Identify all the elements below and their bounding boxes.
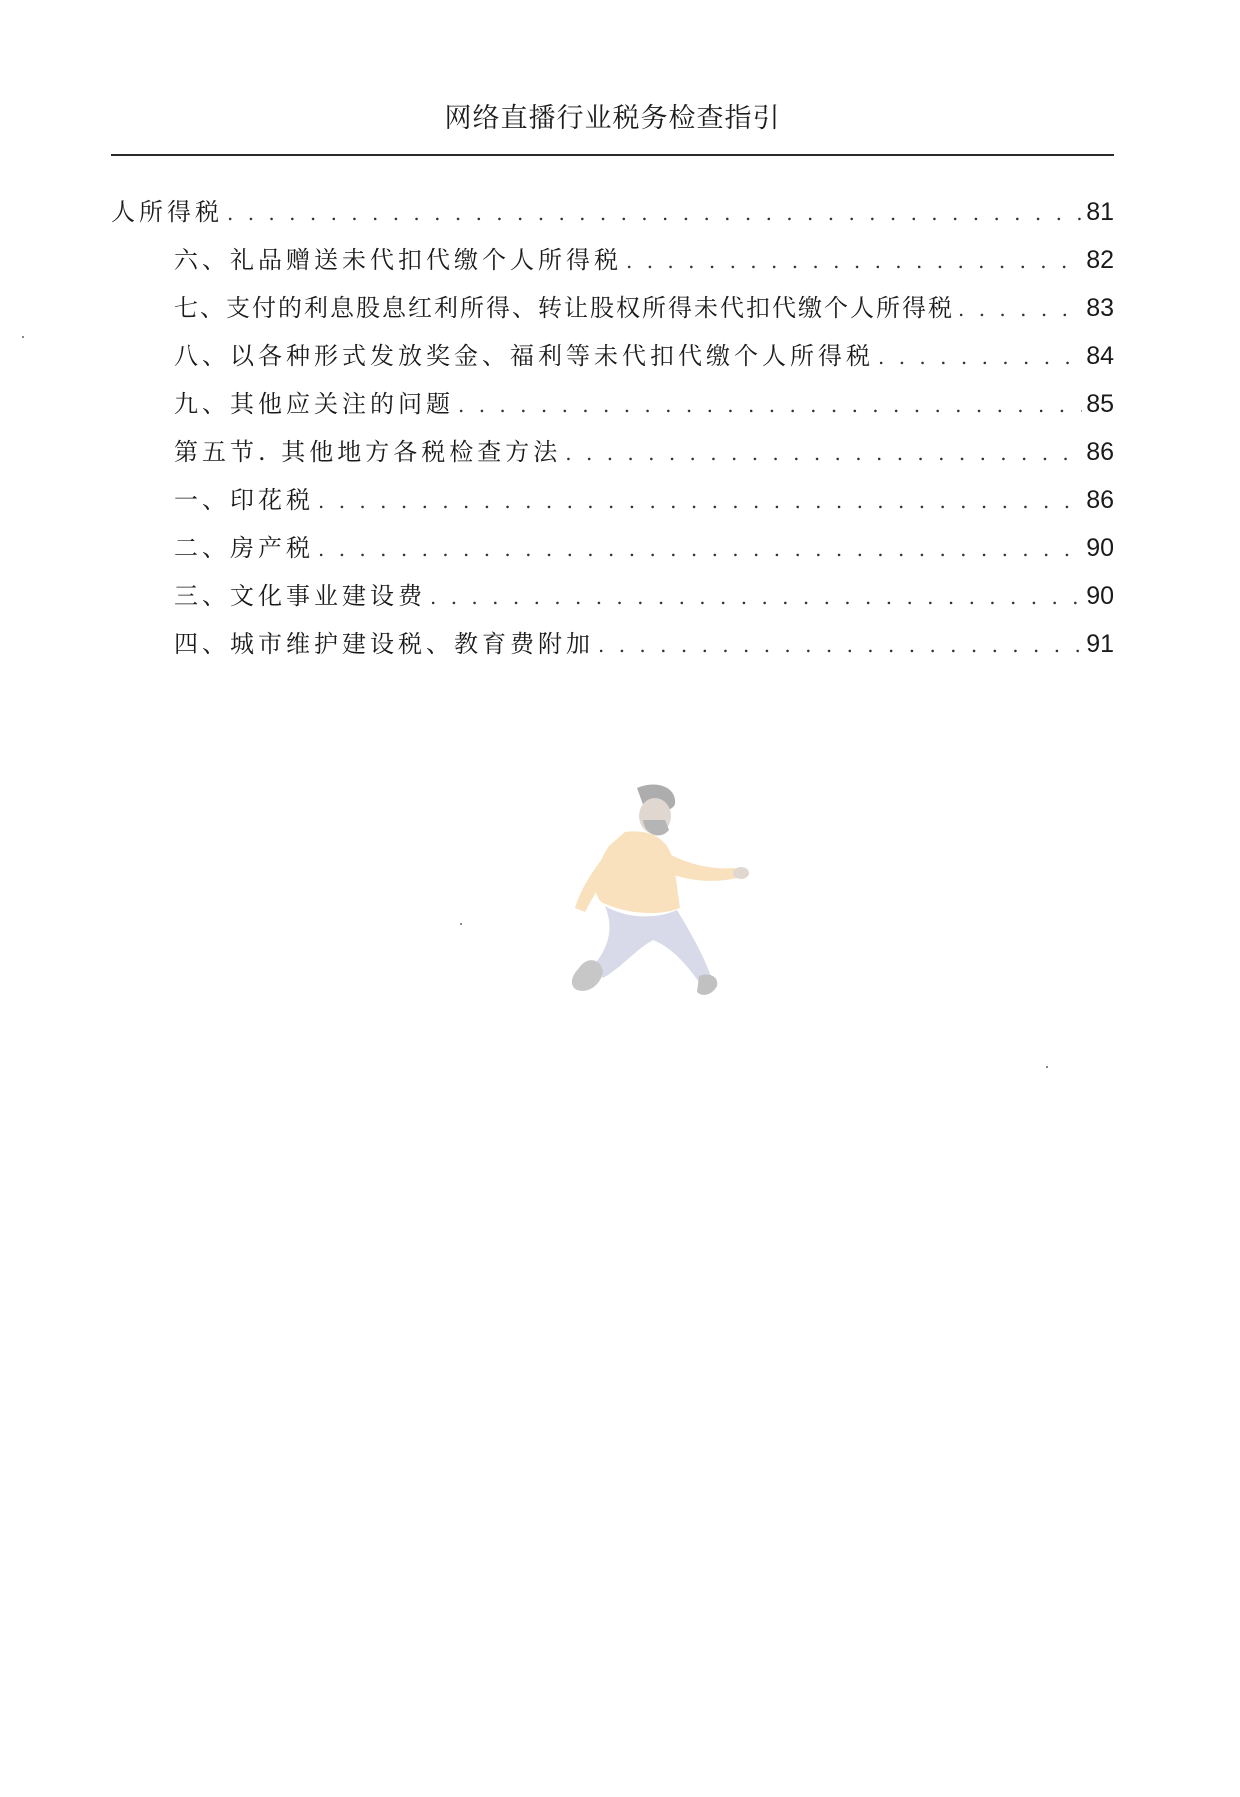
toc-dot-leader [598,621,1082,669]
toc-entry[interactable] [111,428,1114,476]
toc-page-number: 90 [1086,582,1114,610]
toc-entry-label: 二、房产税 [174,534,314,562]
toc-entry[interactable] [111,332,1114,380]
toc-entry[interactable] [111,572,1114,620]
toc-entry-label: 人所得税 [111,198,223,226]
scan-speck [22,336,24,338]
toc-dot-leader [958,285,1082,333]
toc-entry-label: 第五节. 其他地方各税检查方法 [174,438,562,466]
running-man-watermark-icon [505,780,755,1020]
toc-entry-label: 三、文化事业建设费 [174,582,426,610]
toc-page-number: 83 [1086,294,1114,322]
scan-speck [460,923,462,925]
toc-entry[interactable] [111,284,1114,332]
toc-entry-label: 一、印花税 [174,486,314,514]
toc-page-number: 86 [1086,438,1114,466]
toc-dot-leader [227,189,1082,237]
toc-page-number: 91 [1086,630,1114,658]
toc-entry[interactable] [111,380,1114,428]
toc-entry-label: 九、其他应关注的问题 [174,390,454,418]
toc-page-number: 85 [1086,390,1114,418]
header-rule [111,154,1114,156]
table-of-contents [111,188,1114,668]
toc-entry[interactable] [111,524,1114,572]
toc-entry[interactable] [111,620,1114,668]
toc-entry-label: 八、以各种形式发放奖金、福利等未代扣代缴个人所得税 [174,342,874,370]
toc-dot-leader [565,429,1082,477]
toc-dot-leader [430,573,1082,621]
toc-entry[interactable] [111,188,1114,236]
toc-page-number: 90 [1086,534,1114,562]
page-header [111,96,1114,160]
toc-page-number: 84 [1086,342,1114,370]
toc-dot-leader [318,477,1082,525]
toc-entry[interactable] [111,236,1114,284]
toc-entry-label: 七、支付的利息股息红利所得、转让股权所得未代扣代缴个人所得税 [174,294,954,322]
toc-dot-leader [318,525,1082,573]
toc-page-number: 81 [1086,198,1114,226]
toc-dot-leader [458,381,1082,429]
scan-speck [1046,1066,1048,1068]
toc-page-number: 82 [1086,246,1114,274]
toc-dot-leader [626,237,1082,285]
toc-page-number: 86 [1086,486,1114,514]
toc-dot-leader [878,333,1082,381]
toc-entry[interactable] [111,476,1114,524]
toc-entry-label: 六、礼品赠送未代扣代缴个人所得税 [174,246,622,274]
toc-entry-label: 四、城市维护建设税、教育费附加 [174,630,594,658]
running-header-title: 网络直播行业税务检查指引 [444,103,781,134]
